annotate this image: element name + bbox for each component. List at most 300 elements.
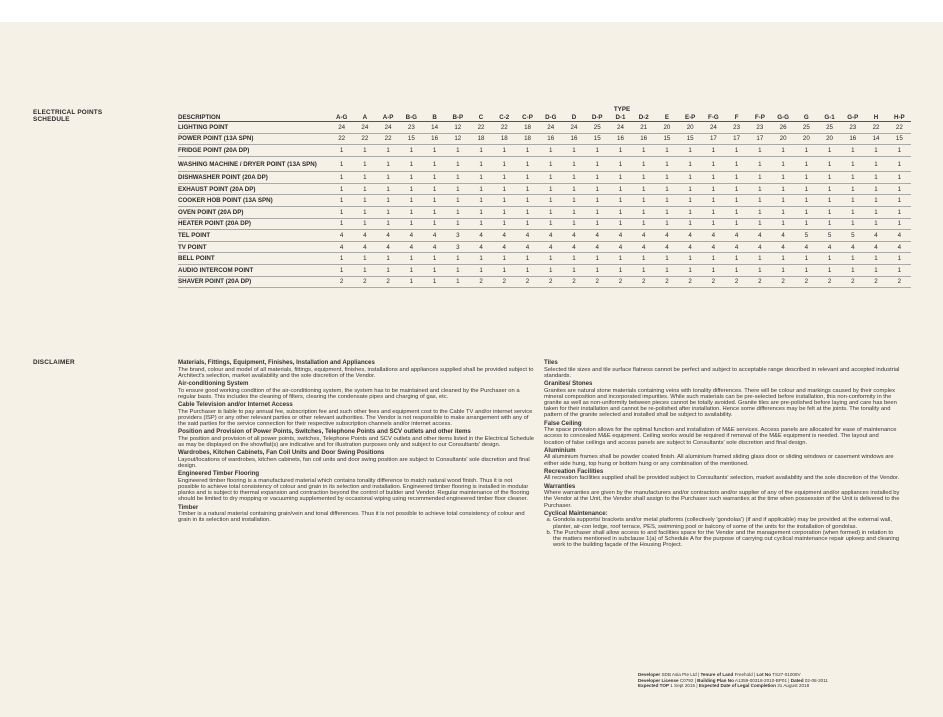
table-cell: 4 (748, 230, 771, 242)
table-cell: 4 (493, 230, 516, 242)
table-row (178, 122, 911, 134)
table-cell: 1 (725, 145, 748, 157)
table-cell: 1 (330, 253, 353, 265)
table-cell: 2 (469, 276, 492, 288)
row-label: TEL POINT (178, 230, 330, 242)
table-cell: 1 (841, 253, 864, 265)
table-cell: 1 (795, 172, 818, 184)
row-label: WASHING MACHINE / DRYER POINT (13A SPN) (178, 156, 330, 172)
disclaimer-text: The Purchaser is liable to pay annual fee, subscription fee and such other fees and equipment cost to the Cable TV and/or internet service providers (ISP) or any other relevant parties or other relevant authorities. The Vendor is not responsible to make arrangement with any of the said parties for the service connection for their respective subscription channels and/or internet access. (178, 408, 533, 427)
table-cell: 1 (632, 195, 655, 207)
table-cell: 1 (679, 253, 702, 265)
type-column-header: A (353, 114, 376, 122)
table-cell: 3 (446, 241, 469, 253)
table-cell: 1 (679, 183, 702, 195)
table-cell: 4 (841, 241, 864, 253)
table-cell: 1 (655, 253, 678, 265)
table-cell: 1 (679, 156, 702, 172)
table-cell: 1 (423, 253, 446, 265)
table-cell: 1 (516, 218, 539, 230)
table-cell: 1 (516, 253, 539, 265)
table-cell: 1 (795, 145, 818, 157)
table-cell: 4 (516, 230, 539, 242)
table-cell: 1 (748, 195, 771, 207)
table-cell: 1 (469, 195, 492, 207)
table-cell: 1 (330, 218, 353, 230)
table-cell: 1 (609, 195, 632, 207)
table-cell: 1 (818, 265, 841, 277)
table-cell: 1 (795, 156, 818, 172)
type-column-header: F-P (748, 114, 771, 122)
table-cell: 1 (818, 195, 841, 207)
table-cell: 1 (516, 156, 539, 172)
type-column-header: H (864, 114, 887, 122)
table-cell: 1 (841, 172, 864, 184)
table-cell: 1 (725, 156, 748, 172)
table-cell: 1 (655, 145, 678, 157)
table-row (178, 183, 911, 195)
table-cell: 1 (888, 183, 911, 195)
table-cell: 1 (771, 207, 794, 219)
table-cell: 1 (539, 195, 562, 207)
table-cell: 15 (400, 133, 423, 145)
cyclical-title: Cyclical Maintenance: (544, 509, 608, 517)
table-cell: 1 (353, 195, 376, 207)
row-label: DISHWASHER POINT (20A DP) (178, 172, 330, 184)
table-cell: 1 (632, 253, 655, 265)
table-cell: 4 (864, 241, 887, 253)
table-cell: 4 (562, 230, 585, 242)
table-cell: 1 (446, 195, 469, 207)
table-cell: 1 (748, 172, 771, 184)
table-cell: 1 (539, 218, 562, 230)
list-item: a. Gondola supports/ brackets and/or metal platforms (collectively 'gondolas') (if and if applicable) may be provided at the external wall, planter, air-con ledge, roof terrace, PES, swimming pool or balcony of some of the units for the installation of gondolas. (553, 517, 900, 529)
disclaimer-section-label: DISCLAIMER (33, 359, 75, 366)
table-cell: 1 (539, 156, 562, 172)
table-row (178, 218, 911, 230)
table-cell: 17 (725, 133, 748, 145)
table-cell: 24 (376, 122, 399, 134)
table-cell: 14 (423, 122, 446, 134)
table-cell: 4 (632, 241, 655, 253)
table-cell: 1 (539, 172, 562, 184)
table-cell: 1 (376, 265, 399, 277)
table-cell: 16 (841, 133, 864, 145)
table-cell: 1 (562, 172, 585, 184)
table-cell: 1 (795, 265, 818, 277)
table-cell: 1 (748, 218, 771, 230)
table-cell: 17 (748, 133, 771, 145)
table-cell: 1 (493, 195, 516, 207)
table-cell: 1 (376, 253, 399, 265)
table-cell: 1 (888, 207, 911, 219)
type-column-header: C-2 (493, 114, 516, 122)
table-cell: 1 (493, 207, 516, 219)
table-cell: 1 (679, 218, 702, 230)
type-column-header: E (655, 114, 678, 122)
table-cell: 1 (632, 207, 655, 219)
table-cell: 1 (423, 156, 446, 172)
table-cell: 1 (539, 253, 562, 265)
table-cell: 18 (493, 133, 516, 145)
disclaimer-text: Timber is a natural material containing grain/vein and tonal differences. Thus it is not possible to achieve total consistency of colour and grain in its selection and installation. (178, 511, 525, 524)
schedule-section-label: ELECTRICAL POINTS SCHEDULE (33, 109, 103, 123)
disclaimer-text: Granites are natural stone materials containing veins with tonality differences. There will be colour and markings caused by their complex mineral composition and incorporated impurities. While such materials can be pre-selected before installation, this non-conformity in the granite as well as non-uniformity between pieces cannot be totally avoided. Granite tiles are pre-polished before laying and care has been taken for their installation and cannot be re-polished after installation. Hence some differences may be felt at the joints. The tonality and pattern of the granite selected and installed shall be subject to availability. (544, 387, 897, 419)
disclaimer-heading: Timber (178, 503, 199, 511)
table-cell: 24 (609, 122, 632, 134)
table-cell: 1 (539, 207, 562, 219)
table-cell: 1 (818, 207, 841, 219)
table-cell: 1 (771, 183, 794, 195)
table-cell: 1 (400, 253, 423, 265)
table-cell: 24 (702, 122, 725, 134)
table-cell: 1 (771, 265, 794, 277)
footer-line-2: Developer License C0792 | Building Plan No A1359-00318-2010-BP01 | Dated 02-08-2011 (637, 677, 828, 683)
table-cell: 2 (516, 276, 539, 288)
table-cell: 4 (400, 230, 423, 242)
table-cell: 16 (539, 133, 562, 145)
table-cell: 1 (702, 145, 725, 157)
table-cell: 1 (818, 253, 841, 265)
disclaimer-text: Where warranties are given by the manufacturers and/or contractors and/or supplier of any of the equipment and/or appliances installed by the Vendor at the Unit, the Vendor shall assign to the Purchaser such warranties at the time when possession of the Unit is delivered to the Purchaser. (544, 490, 900, 509)
table-cell: 1 (632, 145, 655, 157)
table-cell: 1 (818, 156, 841, 172)
row-label: AUDIO INTERCOM POINT (178, 265, 330, 277)
table-cell: 25 (586, 122, 609, 134)
table-cell: 2 (655, 276, 678, 288)
footer-line-1: Developer SDB Asia Pte Ltd | Tenure of Land Freehold | Lot No TS27-01008V (637, 672, 801, 677)
table-cell: 2 (330, 276, 353, 288)
table-cell: 2 (864, 276, 887, 288)
type-column-header: D-2 (632, 114, 655, 122)
table-cell: 24 (353, 122, 376, 134)
table-cell: 1 (609, 207, 632, 219)
table-row (178, 276, 911, 288)
table-cell: 1 (516, 207, 539, 219)
table-cell: 4 (609, 241, 632, 253)
table-cell: 16 (423, 133, 446, 145)
table-cell: 1 (353, 265, 376, 277)
table-cell: 1 (771, 253, 794, 265)
type-column-header: D-G (539, 114, 562, 122)
table-cell: 4 (771, 241, 794, 253)
table-cell: 1 (516, 265, 539, 277)
table-cell: 22 (864, 122, 887, 134)
table-cell: 15 (655, 133, 678, 145)
disclaimer-text: The space provision allows for the optimal function and installation of M&E services. Access panels are allocated for ease of maintenance access to concealed M&E equipment. Ceiling works would be required if removal of the M&E equipment is needed. The layout and location of false ceilings and access panels are subject to Consultants' sole discretion and final design. (544, 427, 897, 446)
disclaimer-heading: Materials, Fittings, Equipment, Finishes, Installation and Appliances (178, 359, 375, 366)
table-cell: 1 (516, 145, 539, 157)
table-cell: 15 (888, 133, 911, 145)
table-cell: 1 (469, 253, 492, 265)
type-column-header: F-G (702, 114, 725, 122)
disclaimer-heading: False Ceiling (544, 419, 582, 427)
description-header: DESCRIPTION (178, 114, 330, 122)
table-cell: 2 (818, 276, 841, 288)
type-column-header: G-P (841, 114, 864, 122)
table-cell: 4 (330, 230, 353, 242)
table-cell: 1 (702, 195, 725, 207)
table-cell: 16 (562, 133, 585, 145)
table-cell: 1 (841, 145, 864, 157)
table-cell: 1 (586, 265, 609, 277)
table-cell: 1 (586, 195, 609, 207)
table-cell: 1 (888, 156, 911, 172)
table-cell: 1 (609, 183, 632, 195)
table-cell: 4 (702, 241, 725, 253)
table-cell: 1 (586, 172, 609, 184)
table-cell: 1 (771, 172, 794, 184)
disclaimer-heading: Engineered Timber Flooring (178, 470, 260, 478)
table-cell: 1 (330, 172, 353, 184)
type-column-header: C (469, 114, 492, 122)
table-cell: 1 (586, 145, 609, 157)
table-cell: 1 (632, 265, 655, 277)
table-cell: 1 (400, 265, 423, 277)
table-cell: 1 (330, 156, 353, 172)
table-cell: 1 (330, 145, 353, 157)
table-cell: 1 (748, 253, 771, 265)
disclaimer-text: Layout/locations of wardrobes, kitchen cabinets, fan coil units and door swing position are subject to Consultants' sole discretion and final design. (178, 456, 530, 469)
table-row (178, 230, 911, 242)
table-cell: 1 (702, 183, 725, 195)
table-cell: 1 (864, 218, 887, 230)
disclaimer-heading: Air-conditioning System (178, 380, 249, 387)
table-cell: 12 (446, 122, 469, 134)
table-cell: 1 (446, 145, 469, 157)
table-cell: 1 (841, 265, 864, 277)
table-cell: 1 (400, 195, 423, 207)
table-cell: 1 (493, 218, 516, 230)
table-cell: 1 (679, 145, 702, 157)
table-cell: 1 (400, 145, 423, 157)
table-cell: 2 (609, 276, 632, 288)
table-cell: 1 (725, 218, 748, 230)
table-cell: 23 (400, 122, 423, 134)
table-cell: 1 (469, 172, 492, 184)
table-cell: 20 (679, 122, 702, 134)
row-label: BELL POINT (178, 253, 330, 265)
type-column-header: G-1 (818, 114, 841, 122)
disclaimer-text: Selected tile sizes and tile surface flatness cannot be perfect and subject to acceptable range described in relevant and accepted industrial standards. (544, 366, 900, 379)
table-cell: 22 (469, 122, 492, 134)
row-label: POWER POINT (13A SPN) (178, 133, 330, 145)
table-cell: 1 (446, 172, 469, 184)
type-column-header: D-1 (609, 114, 632, 122)
table-cell: 1 (748, 265, 771, 277)
table-cell: 1 (864, 183, 887, 195)
table-cell: 24 (539, 122, 562, 134)
table-cell: 1 (400, 172, 423, 184)
table-cell: 20 (818, 133, 841, 145)
table-cell: 2 (795, 276, 818, 288)
table-cell: 1 (376, 172, 399, 184)
table-row (178, 207, 911, 219)
table-cell: 16 (632, 133, 655, 145)
disclaimer-heading: Aluminium (544, 446, 576, 454)
table-cell: 1 (748, 207, 771, 219)
table-cell: 4 (888, 230, 911, 242)
table-cell: 1 (562, 265, 585, 277)
table-cell: 1 (632, 183, 655, 195)
table-cell: 1 (353, 253, 376, 265)
type-column-header: E-P (679, 114, 702, 122)
table-cell: 2 (888, 276, 911, 288)
disclaimer-text: The brand, colour and model of all materials, fittings, equipment, finishes, installations and appliances supplied shall be provided subject to Architect's selection, market availability and the sole discretion of the Vendor. (178, 366, 534, 379)
table-cell: 16 (609, 133, 632, 145)
table-cell: 1 (586, 218, 609, 230)
table-cell: 1 (330, 265, 353, 277)
row-label: COOKER HOB POINT (13A SPN) (178, 195, 330, 207)
table-cell: 1 (609, 145, 632, 157)
table-cell: 4 (609, 230, 632, 242)
table-cell: 1 (632, 156, 655, 172)
table-cell: 22 (493, 122, 516, 134)
table-cell: 1 (376, 145, 399, 157)
table-cell: 1 (446, 253, 469, 265)
table-cell: 1 (864, 265, 887, 277)
table-cell: 1 (376, 195, 399, 207)
table-cell: 1 (818, 145, 841, 157)
type-column-header: B-P (446, 114, 469, 122)
table-cell: 1 (818, 183, 841, 195)
table-cell: 22 (888, 122, 911, 134)
table-cell: 2 (841, 276, 864, 288)
table-cell: 2 (679, 276, 702, 288)
table-cell: 2 (586, 276, 609, 288)
table-cell: 1 (725, 207, 748, 219)
table-cell: 4 (539, 230, 562, 242)
table-cell: 4 (330, 241, 353, 253)
table-cell: 2 (725, 276, 748, 288)
table-cell: 23 (841, 122, 864, 134)
electrical-points-table (178, 114, 911, 288)
disclaimer-heading: Tiles (544, 359, 558, 366)
table-cell: 1 (423, 218, 446, 230)
table-cell: 1 (702, 253, 725, 265)
table-cell: 1 (469, 145, 492, 157)
table-cell: 1 (400, 276, 423, 288)
table-cell: 1 (446, 218, 469, 230)
table-cell: 4 (679, 241, 702, 253)
table-cell: 1 (702, 265, 725, 277)
table-cell: 1 (469, 207, 492, 219)
table-cell: 1 (446, 265, 469, 277)
table-cell: 18 (516, 133, 539, 145)
table-cell: 1 (725, 183, 748, 195)
table-cell: 1 (795, 195, 818, 207)
table-cell: 1 (376, 156, 399, 172)
table-cell: 1 (562, 253, 585, 265)
table-cell: 5 (795, 230, 818, 242)
table-cell: 1 (516, 183, 539, 195)
table-cell: 1 (423, 195, 446, 207)
table-cell: 1 (679, 195, 702, 207)
table-cell: 20 (771, 133, 794, 145)
table-cell: 1 (423, 276, 446, 288)
table-cell: 25 (795, 122, 818, 134)
table-cell: 1 (725, 265, 748, 277)
table-cell: 4 (586, 230, 609, 242)
table-cell: 1 (586, 207, 609, 219)
table-cell: 1 (330, 195, 353, 207)
table-cell: 1 (423, 172, 446, 184)
table-cell: 4 (400, 241, 423, 253)
table-cell: 1 (586, 183, 609, 195)
type-column-header: D-P (586, 114, 609, 122)
disclaimer-heading: Wardrobes, Kitchen Cabinets, Fan Coil Units and Door Swing Positions (178, 449, 385, 457)
table-cell: 14 (864, 133, 887, 145)
table-cell: 1 (609, 156, 632, 172)
table-cell: 1 (586, 156, 609, 172)
table-cell: 1 (679, 265, 702, 277)
table-row (178, 172, 911, 184)
row-label: SHAVER POINT (20A DP) (178, 276, 330, 288)
disclaimer-text: Engineered timber flooring is a manufactured material which contains tonality difference to match natural wood finish. Thus it is not possible to achieve total consistency of colour and grain in its selection and installation. Engineered timber flooring is installed in modular planks and is subject to thermal expansion and contraction beyond the control of builder and Vendor. Regular maintenance of the flooring should be limited to dry mopping or vacuuming supplemented by occasional wiping using recommended engineered timber floor cleaner. (178, 477, 530, 503)
table-cell: 4 (423, 230, 446, 242)
table-cell: 1 (376, 207, 399, 219)
table-cell: 1 (539, 265, 562, 277)
table-cell: 1 (771, 195, 794, 207)
type-column-header: B-G (400, 114, 423, 122)
table-cell: 2 (353, 276, 376, 288)
table-cell: 1 (353, 207, 376, 219)
table-cell: 1 (446, 207, 469, 219)
type-column-header: G-G (771, 114, 794, 122)
type-column-header: A-P (376, 114, 399, 122)
developer-footer (638, 672, 828, 689)
table-cell: 1 (353, 172, 376, 184)
table-cell: 4 (469, 241, 492, 253)
table-cell: 4 (702, 230, 725, 242)
table-row (178, 195, 911, 207)
table-cell: 21 (632, 122, 655, 134)
row-label: TV POINT (178, 241, 330, 253)
table-cell: 4 (771, 230, 794, 242)
table-row (178, 253, 911, 265)
table-cell: 4 (376, 230, 399, 242)
table-cell: 4 (376, 241, 399, 253)
disclaimer-left-column (178, 358, 534, 525)
table-cell: 1 (469, 265, 492, 277)
table-cell: 1 (493, 156, 516, 172)
table-cell: 1 (702, 218, 725, 230)
table-cell: 4 (353, 241, 376, 253)
table-row (178, 145, 911, 157)
table-cell: 18 (469, 133, 492, 145)
table-cell: 4 (864, 230, 887, 242)
type-column-header: F (725, 114, 748, 122)
table-cell: 1 (609, 172, 632, 184)
disclaimer-right-column (544, 358, 900, 548)
table-cell: 1 (400, 183, 423, 195)
table-cell: 1 (446, 156, 469, 172)
disclaimer-heading: Warranties (544, 482, 576, 490)
table-cell: 1 (632, 172, 655, 184)
table-cell: 1 (655, 172, 678, 184)
disclaimer-heading: Granites/ Stones (544, 380, 593, 387)
table-cell: 4 (725, 230, 748, 242)
table-cell: 1 (493, 145, 516, 157)
table-cell: 1 (562, 183, 585, 195)
table-cell: 4 (493, 241, 516, 253)
table-cell: 1 (586, 253, 609, 265)
table-cell: 2 (539, 276, 562, 288)
table-cell: 4 (632, 230, 655, 242)
table-cell: 24 (330, 122, 353, 134)
table-cell: 1 (516, 195, 539, 207)
table-cell: 1 (562, 195, 585, 207)
